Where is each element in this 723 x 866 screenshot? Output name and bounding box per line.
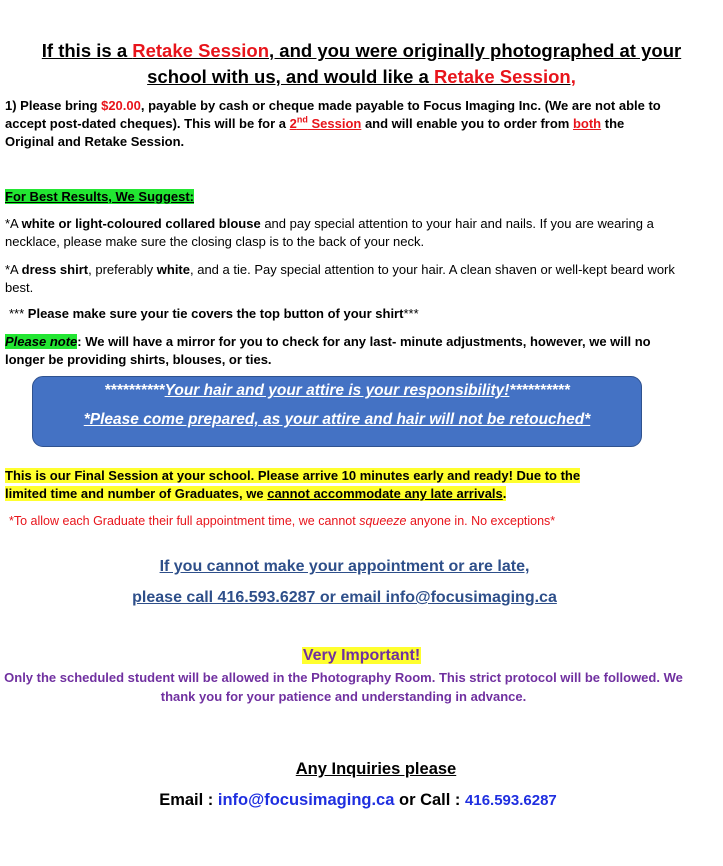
callout-line-2: *Please come prepared, as your attire and hair will not be retouched* (83, 411, 591, 428)
late-appointment-link[interactable]: If you cannot make your appointment or are late, (159, 558, 530, 575)
heading-line-2: school with us, and would like a Retake Session, (147, 66, 576, 87)
final-session-notice: This is our Final Session at your school. Please arrive 10 minutes early and ready! Due to the limited time and number of Graduates, we cannot accommodate any late arrivals. (5, 468, 581, 501)
call-or-email-link[interactable]: please call 416.593.6287 or email info@focusimaging.ca (132, 589, 557, 606)
no-exceptions-notice: *To allow each Graduate their full appointment time, we cannot squeeze anyone in. No exceptions* (9, 514, 556, 528)
shirt-suggestion: *A dress shirt, preferably white, and a tie. Pay special attention to your hair. A clean shaven or well-kept beard work best. (5, 262, 675, 295)
payment-instructions: 1) Please bring $20.00, payable by cash or cheque made payable to Focus Imaging Inc. (We are not able to accept post-dated cheques). This will be for a 2nd Session and will enable you to order from both the Original and Retake Session. (5, 98, 661, 149)
page-heading (0, 38, 723, 90)
callout-line-1: **********Your hair and your attire is your responsibility!********** (104, 382, 570, 399)
inquiries-heading: Any Inquiries please (295, 760, 457, 778)
phone-link[interactable]: 416.593.6287 (465, 792, 557, 809)
mirror-note: Please note: We will have a mirror for you to check for any last- minute adjustments, however, we will no longer be providing shirts, blouses, or ties. (5, 334, 651, 367)
email-link[interactable]: info@focusimaging.ca (217, 791, 395, 809)
contact-line: Email : info@focusimaging.ca or Call : 416.593.6287 (159, 791, 557, 809)
suggestions-heading: For Best Results, We Suggest: (5, 189, 195, 204)
responsibility-callout (32, 376, 642, 447)
heading-line-1: If this is a Retake Session, and you were originally photographed at your (41, 40, 682, 61)
tie-note: *** Please make sure your tie covers the top button of your shirt*** (9, 306, 419, 321)
very-important-heading: Very Important! (302, 647, 421, 664)
protocol-notice: Only the scheduled student will be allowed in the Photography Room. This strict protocol will be followed. We thank you for your patience and understanding in advance. (4, 670, 683, 704)
blouse-suggestion: *A white or light-coloured collared blouse and pay special attention to your hair and nails. If you are wearing a necklace, please make sure the closing clasp is to the back of your neck. (5, 216, 654, 249)
